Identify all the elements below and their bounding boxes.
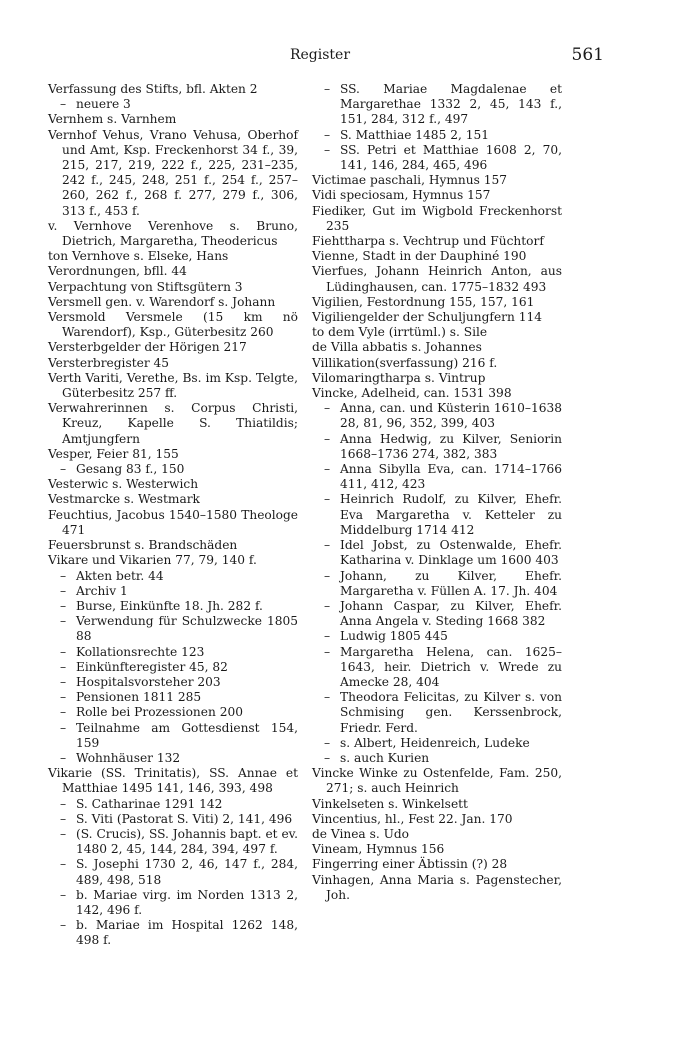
index-entry-text: Versterbregister 45 — [48, 355, 170, 370]
index-entry-text: S. Catharinae 1291 142 — [76, 796, 223, 811]
index-entry-text: Vinhagen, Anna Maria s. Pagenstecher, Joh. — [312, 872, 562, 902]
sub-entry-dash: – — [60, 583, 67, 598]
index-entry — [48, 675, 298, 690]
index-entry-text: Vigilien, Festordnung 155, 157, 161 — [312, 294, 535, 309]
index-entry — [48, 477, 298, 492]
index-entry — [312, 371, 562, 386]
index-entry — [48, 356, 298, 371]
index-entry-text: Johann Caspar, zu Kilver, Ehefr. Anna Angela v. Steding 1668 382 — [340, 598, 562, 629]
running-header — [0, 45, 700, 69]
index-entry-text: de Villa abbatis s. Johannes — [312, 340, 482, 355]
index-entry — [312, 295, 562, 310]
index-entry-text: ton Vernhove s. Elseke, Hans — [48, 249, 229, 264]
index-entry-text: Vernhof Vehus, Vrano Vehusa, Oberhof und Amt, Ksp. Freckenhorst 34 f., 39, 215, 217, 219, 222 f., 225, 231–235, 242 f., 245, 248, 251 f., 254 f., 257–260, 262 f., 268 f. 277, 279 f., 306, 313 f., 453 f. — [48, 127, 298, 218]
index-entry-text: Versmold Versmele (15 km nö Warendorf), Ksp., Güterbesitz 260 — [48, 310, 298, 340]
index-entry — [312, 797, 562, 812]
index-entry — [48, 888, 298, 918]
index-entry — [312, 751, 562, 766]
index-entry-text: SS. Mariae Magdalenae et Margarethae 1332 2, 45, 143 f., 151, 284, 312 f., 497 — [340, 82, 562, 127]
index-entry-text: to dem Vyle (irrtüml.) s. Sile — [312, 325, 488, 340]
index-entry-text: s. Albert, Heidenreich, Ludeke — [340, 735, 530, 750]
index-entry — [312, 401, 562, 431]
index-entry-text: Vesterwic s. Westerwich — [48, 477, 199, 492]
index-entry — [48, 310, 298, 340]
index-entry-text: Burse, Einkünfte 18. Jh. 282 f. — [76, 598, 263, 613]
index-entry — [312, 873, 562, 903]
index-entry-text: Kollationsrechte 123 — [76, 644, 205, 659]
sub-entry-dash: – — [324, 644, 331, 659]
sub-entry-dash: – — [60, 690, 67, 705]
index-entry-text: Vesper, Feier 81, 155 — [48, 446, 179, 461]
index-entry-text: s. auch Kurien — [340, 750, 430, 765]
index-entry — [48, 705, 298, 720]
index-entry-text: Vinkelseten s. Winkelsett — [312, 796, 468, 811]
index-entry — [312, 249, 562, 264]
index-entry — [312, 188, 562, 203]
index-entry-text: b. Mariae im Hospital 1262 148, 498 f. — [76, 918, 298, 948]
index-entry — [312, 264, 562, 294]
index-entry-text: Fiediker, Gut im Wigbold Freckenhorst 235 — [312, 203, 562, 233]
sub-entry-dash: – — [60, 887, 67, 902]
index-entry — [48, 280, 298, 295]
sub-entry-dash: – — [324, 735, 331, 750]
index-entry — [48, 447, 298, 462]
sub-entry-dash: – — [324, 142, 331, 157]
sub-entry-dash: – — [60, 918, 67, 933]
index-entry-text: Gesang 83 f., 150 — [76, 462, 185, 477]
index-column-left — [48, 82, 298, 949]
index-entry-text: Ludwig 1805 445 — [340, 629, 448, 644]
index-entry-text: Johann, zu Kilver, Ehefr. Margaretha v. Füllen A. 17. Jh. 404 — [340, 568, 562, 598]
index-entry-text: Feuersbrunst s. Brandschäden — [48, 538, 238, 553]
index-entry — [312, 492, 562, 538]
index-entry — [312, 82, 562, 128]
index-entry — [48, 614, 298, 644]
index-entry-text: Hospitalsvorsteher 203 — [76, 674, 221, 689]
index-entry-text: Verfassung des Stifts, bfl. Akten 2 — [48, 82, 258, 96]
index-entry-text: Vincke, Adelheid, can. 1531 398 — [312, 386, 512, 401]
index-entry — [48, 340, 298, 355]
index-entry — [48, 128, 298, 219]
index-entry — [48, 827, 298, 857]
index-entry-text: Villikation(sverfassung) 216 f. — [312, 355, 498, 370]
index-entry-text: S. Matthiae 1485 2, 151 — [340, 127, 489, 142]
index-entry — [48, 508, 298, 538]
index-entry — [48, 264, 298, 279]
index-entry — [312, 842, 562, 857]
index-entry — [48, 584, 298, 599]
index-entry-text: Vestmarcke s. Westmark — [48, 492, 200, 507]
sub-entry-dash: – — [324, 492, 331, 507]
index-entry-text: Archiv 1 — [76, 583, 128, 598]
index-entry — [312, 766, 562, 796]
index-entry — [48, 721, 298, 751]
index-entry-text: Teilnahme am Gottesdienst 154, 159 — [76, 720, 298, 750]
index-entry-text: Vincke Winke zu Ostenfelde, Fam. 250, 271; s. auch Heinrich — [312, 766, 562, 796]
index-entry — [48, 766, 298, 796]
sub-entry-dash: – — [60, 462, 67, 477]
index-entry — [48, 918, 298, 948]
index-entry-text: Heinrich Rudolf, zu Kilver, Ehefr. Eva Margaretha v. Ketteler zu Middelburg 1714 412 — [340, 492, 562, 537]
index-entry — [312, 234, 562, 249]
index-entry-text: Einkünfteregister 45, 82 — [76, 659, 228, 674]
index-entry — [312, 812, 562, 827]
index-entry — [312, 645, 562, 691]
sub-entry-dash: – — [324, 750, 331, 765]
index-entry — [48, 401, 298, 447]
sub-entry-dash: – — [60, 659, 67, 674]
index-entry-text: neuere 3 — [76, 97, 131, 112]
index-entry-text: Idel Jobst, zu Ostenwalde, Ehefr. Katharina v. Dinklage um 1600 403 — [340, 538, 562, 568]
sub-entry-dash: – — [60, 644, 67, 659]
sub-entry-dash: – — [324, 82, 331, 96]
index-entry — [312, 386, 562, 401]
index-entry — [312, 462, 562, 492]
sub-entry-dash: – — [60, 674, 67, 689]
index-entry-text: Verwahrerinnen s. Corpus Christi, Kreuz, Kapelle S. Thiatildis; Amtjungfern — [48, 401, 298, 446]
sub-entry-dash: – — [60, 796, 67, 811]
index-entry — [48, 295, 298, 310]
index-entry — [312, 538, 562, 568]
index-entry — [312, 356, 562, 371]
index-entry — [312, 629, 562, 644]
index-entry-text: Vigiliengelder der Schuljungfern 114 — [312, 310, 542, 325]
index-entry — [48, 660, 298, 675]
index-entry — [312, 599, 562, 629]
index-entry-text: Vikarie (SS. Trinitatis), SS. Annae et Matthiae 1495 141, 146, 393, 498 — [48, 766, 298, 796]
index-entry — [48, 462, 298, 477]
index-entry-text: (S. Crucis), SS. Johannis bapt. et ev. 1480 2, 45, 144, 284, 394, 497 f. — [76, 826, 298, 857]
sub-entry-dash: – — [60, 811, 67, 826]
index-entry — [312, 173, 562, 188]
index-entry — [48, 553, 298, 568]
index-entry-text: Vienne, Stadt in der Dauphiné 190 — [312, 249, 527, 264]
index-entry — [312, 143, 562, 173]
index-entry — [48, 249, 298, 264]
index-entry-text: Verth Variti, Verethe, Bs. im Ksp. Telgte, Güterbesitz 257 ff. — [48, 370, 298, 401]
running-title: Register — [289, 47, 351, 63]
index-entry-text: Margaretha Helena, can. 1625–1643, heir. Dietrich v. Wrede zu Amecke 28, 404 — [340, 644, 562, 689]
index-entry — [48, 97, 298, 112]
index-entry-text: Anna, can. und Küsterin 1610–1638 28, 81, 96, 352, 399, 403 — [340, 401, 562, 431]
sub-entry-dash: – — [60, 750, 67, 765]
index-entry-text: Fingerring einer Äbtissin (?) 28 — [312, 857, 508, 872]
index-entry — [312, 128, 562, 143]
index-entry-text: Anna Sibylla Eva, can. 1714–1766 411, 412, 423 — [340, 462, 562, 492]
index-entry — [312, 690, 562, 736]
index-entry-text: Vierfues, Johann Heinrich Anton, aus Lüdinghausen, can. 1775–1832 493 — [312, 264, 562, 294]
index-entry — [48, 812, 298, 827]
index-entry — [312, 857, 562, 872]
index-entry — [312, 340, 562, 355]
index-entry-text: Verwendung für Schulzwecke 1805 88 — [76, 614, 298, 644]
index-entry — [312, 569, 562, 599]
index-entry-text: Versterbgelder der Hörigen 217 — [48, 340, 247, 355]
index-entry — [312, 827, 562, 842]
index-entry — [48, 219, 298, 249]
index-entry — [312, 204, 562, 234]
sub-entry-dash: – — [324, 629, 331, 644]
sub-entry-dash: – — [60, 705, 67, 720]
index-entry — [48, 569, 298, 584]
index-entry-text: de Vinea s. Udo — [312, 826, 409, 841]
index-entry-text: Akten betr. 44 — [76, 568, 164, 583]
index-entry — [312, 736, 562, 751]
index-entry-text: Theodora Felicitas, zu Kilver s. von Schmising gen. Kerssenbrock, Friedr. Ferd. — [340, 690, 562, 735]
index-entry-text: Verordnungen, bfll. 44 — [48, 264, 187, 279]
index-entry — [48, 492, 298, 507]
sub-entry-dash: – — [60, 720, 67, 735]
index-entry-text: Vidi speciosam, Hymnus 157 — [312, 188, 491, 203]
index-entry — [48, 112, 298, 127]
index-entry-text: Rolle bei Prozessionen 200 — [76, 705, 243, 720]
sub-entry-dash: – — [324, 568, 331, 583]
sub-entry-dash: – — [324, 127, 331, 142]
index-entry — [48, 797, 298, 812]
index-column-right — [312, 82, 562, 903]
index-entry — [48, 645, 298, 660]
index-entry-text: Verpachtung von Stiftsgütern 3 — [48, 279, 243, 294]
index-entry-text: SS. Petri et Matthiae 1608 2, 70, 141, 146, 284, 465, 496 — [340, 142, 562, 173]
index-entry-text: Feuchtius, Jacobus 1540–1580 Theologe 471 — [48, 507, 298, 537]
sub-entry-dash: – — [60, 97, 67, 112]
index-entry-text: Vernhem s. Varnhem — [48, 112, 177, 127]
index-entry-text: b. Mariae virg. im Norden 1313 2, 142, 496 f. — [76, 887, 298, 917]
index-entry-text: Wohnhäuser 132 — [76, 750, 181, 765]
index-entry — [48, 82, 298, 97]
sub-entry-dash: – — [324, 401, 331, 416]
index-entry — [48, 857, 298, 887]
index-entry-text: Vincentius, hl., Fest 22. Jan. 170 — [312, 811, 513, 826]
index-entry — [48, 371, 298, 401]
sub-entry-dash: – — [60, 614, 67, 629]
index-entry-text: v. Vernhove Verenhove s. Bruno, Dietrich, Margaretha, Theodericus — [48, 218, 298, 249]
sub-entry-dash: – — [324, 690, 331, 705]
index-entry — [48, 538, 298, 553]
index-entry-text: Fiehttharpa s. Vechtrup und Füchtorf — [312, 234, 544, 249]
index-entry — [48, 599, 298, 614]
index-entry — [48, 690, 298, 705]
index-entry-text: Anna Hedwig, zu Kilver, Seniorin 1668–1736 274, 382, 383 — [340, 431, 562, 461]
sub-entry-dash: – — [324, 538, 331, 553]
index-entry-text: Vineam, Hymnus 156 — [312, 842, 445, 857]
page-number: 561 — [571, 45, 604, 65]
index-entry-text: S. Viti (Pastorat S. Viti) 2, 141, 496 — [76, 811, 293, 826]
index-entry — [312, 325, 562, 340]
index-entry-text: S. Josephi 1730 2, 46, 147 f., 284, 489, 498, 518 — [76, 857, 298, 887]
sub-entry-dash: – — [324, 598, 331, 613]
sub-entry-dash: – — [324, 431, 331, 446]
index-entry — [312, 310, 562, 325]
sub-entry-dash: – — [60, 857, 67, 872]
sub-entry-dash: – — [324, 462, 331, 477]
sub-entry-dash: – — [60, 826, 67, 841]
index-entry-text: Victimae paschali, Hymnus 157 — [312, 173, 507, 188]
sub-entry-dash: – — [60, 598, 67, 613]
index-entry — [48, 751, 298, 766]
index-entry-text: Vilomaringtharpa s. Vintrup — [312, 370, 486, 385]
index-entry-text: Versmell gen. v. Warendorf s. Johann — [48, 294, 276, 309]
sub-entry-dash: – — [60, 568, 67, 583]
index-entry-text: Vikare und Vikarien 77, 79, 140 f. — [48, 553, 257, 568]
index-entry-text: Pensionen 1811 285 — [76, 690, 202, 705]
index-entry — [312, 432, 562, 462]
